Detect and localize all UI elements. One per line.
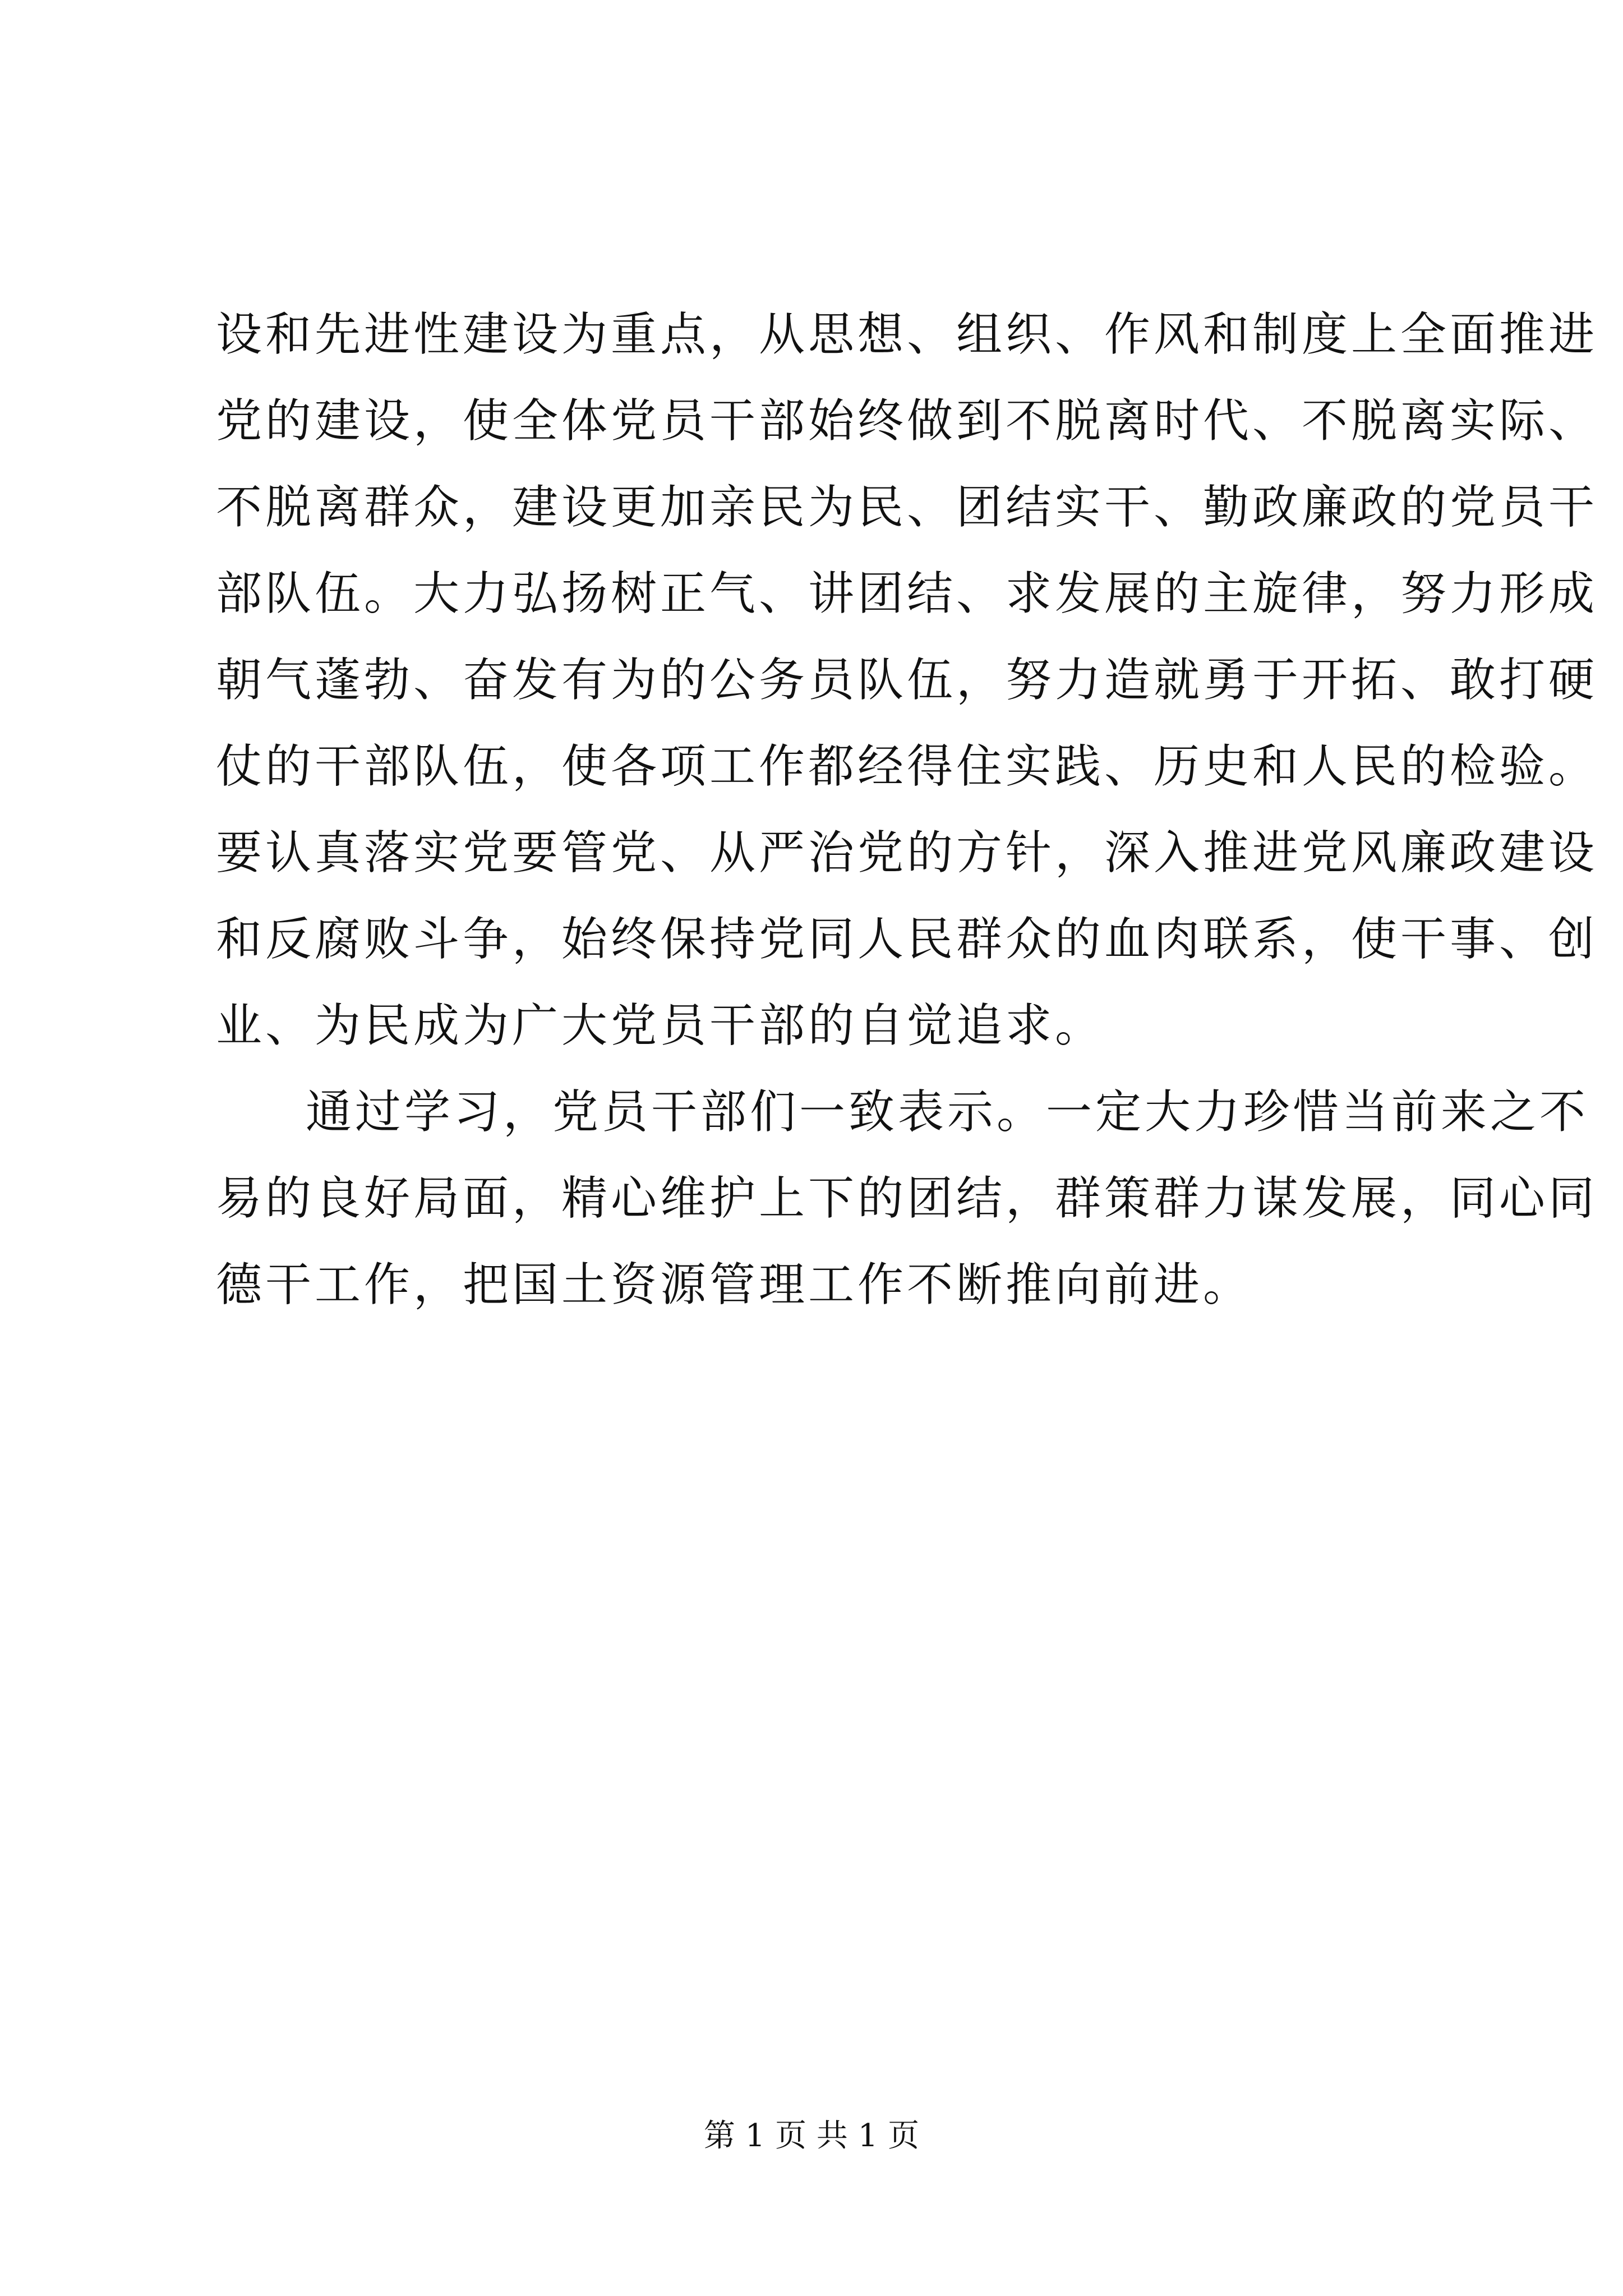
text-line: 易的良好局面，精心维护上下的团结，群策群力谋发展，同心同 bbox=[216, 1172, 1598, 1225]
text-line: 德干工作，把国土资源管理工作不断推向前进。 bbox=[216, 1258, 1253, 1312]
text-line: 设和先进性建设为重点，从思想、组织、作风和制度上全面推进 bbox=[216, 308, 1598, 361]
text-line: 要认真落实党要管党、从严治党的方针，深入推进党风廉政建设 bbox=[216, 826, 1598, 880]
text-line: 不脱离群众，建设更加亲民为民、团结实干、勤政廉政的党员干 bbox=[216, 481, 1598, 534]
document-body bbox=[216, 292, 1598, 1328]
text-line: 党的建设，使全体党员干部始终做到不脱离时代、不脱离实际、 bbox=[216, 394, 1598, 448]
paragraph-start-line: 通过学习，党员干部们一致表示。一定大力珍惜当前来之不 bbox=[306, 1085, 1589, 1139]
text-line: 部队伍。大力弘扬树正气、讲团结、求发展的主旋律，努力形成 bbox=[216, 567, 1598, 620]
text-line: 朝气蓬勃、奋发有为的公务员队伍，努力造就勇于开拓、敢打硬 bbox=[216, 654, 1598, 707]
text-line: 仗的干部队伍，使各项工作都经得住实践、历史和人民的检验。 bbox=[216, 740, 1598, 793]
text-line: 和反腐败斗争，始终保持党同人民群众的血肉联系，使干事、创 bbox=[216, 913, 1598, 966]
text-line: 业、为民成为广大党员干部的自觉追求。 bbox=[216, 999, 1105, 1052]
page-number-footer: 第 1 页 共 1 页 bbox=[703, 2118, 920, 2154]
